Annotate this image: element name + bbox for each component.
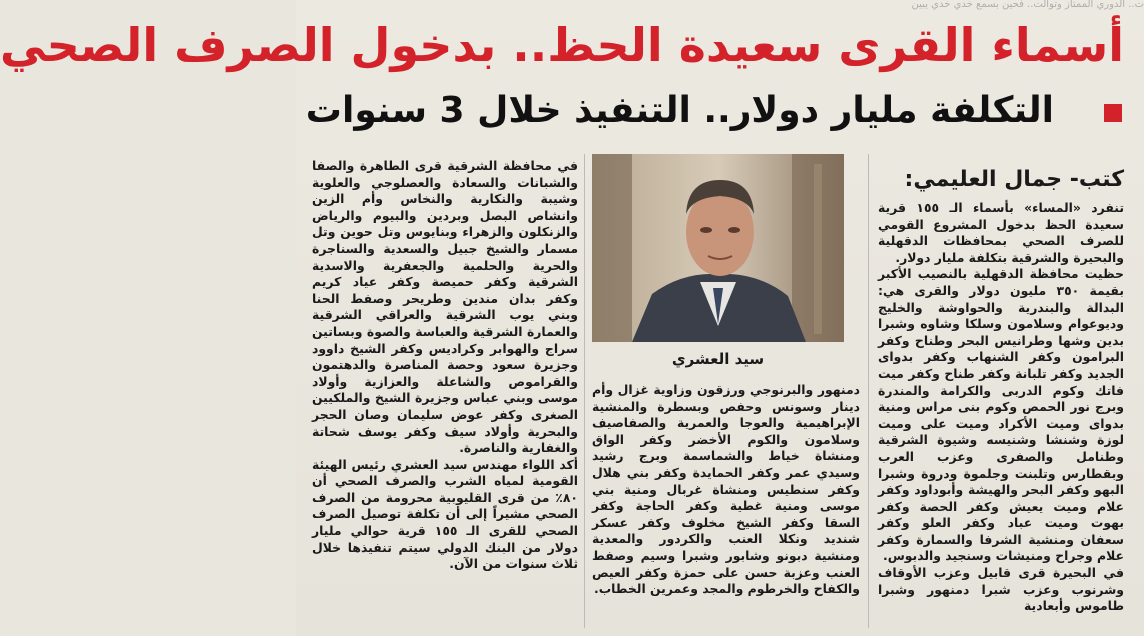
headline: أسماء القرى سعيدة الحظ.. بدخول الصرف الصحي: [0, 18, 1124, 72]
article-column-left: [312, 158, 578, 628]
column-divider: [868, 154, 869, 628]
portrait-photo: [592, 154, 844, 342]
article-column-middle: [592, 382, 860, 628]
paragraph: في البحيرة قرى قابيل وعزب الأوقاف وشرنوب وعزب شبرا دمنهور وشبرا طاموس وأبعادية: [878, 565, 1124, 614]
previous-article-fragment: ت.. الدوري الممتاز وتوالت.. فحين بسمع خدي خدي يبين: [911, 0, 1144, 10]
photo-caption: سيد العشري: [671, 350, 765, 368]
column-divider: [584, 154, 585, 628]
subheadline: التكلفة مليار دولار.. التنفيذ خلال 3 سنوات: [305, 90, 1054, 131]
paragraph: في محافظة الشرقية قرى الطاهرة والصفا والشبانات والسعادة والعصلوجي والعلوية وشيبة والنكارية والنخاس وأم الزين وانشاص البصل وبردين والبيوم والرياض والزنكلون والزهراء وبنايوس وتل حوين وتل مسمار والشيخ جبيل والسعدية والسناجرة والحرية والحلمية والجعفرية والاسدية الشرقية وكفر حميصة وكفر عياد كريم وكفر بدان مندين وطريحر وصفط الحنا وبني يوب الشرقية والعراقي الشرقية والعمارة الشرقية والعباسة والصوة وبساتين سراج والهوابر وكراديس وكفر الشيخ داوود وجزيرة سعود وحصة المناصرة والدهتمون والقراموص والشاعلة والعزازية وأولاد موسى وبني عباس وجزيرة الشيخ والملكيين الصغرى وكفر عوض سليمان وصان الحجر والبحرية وأولاد سيف وكفر يوسف شحاتة والغفارية والناصرة.: [312, 158, 578, 456]
byline: كتب- جمال العليمي:: [904, 167, 1124, 192]
article-column-right: [878, 200, 1124, 628]
portrait-image-icon: [592, 154, 844, 342]
paragraph: دمنهور والبرنوجي ورزقون وزاوية غزال وأم دينار وسونس وحفص وبسطرة والمنشية الإبراهيمية والعوجا والعمرية والصفاصيف وسلامون والكوم الأخضر وكفر الواق ومنشاة خياط والشماسمة وبرج رشيد وسيدي عمر وكفر الحمايدة وكفر بني هلال وكفر سنطيس ومنشاة غربال ومنية بني موسى ومنية غطية وكفر الحاجة وكفر السقا وكفر الشيخ مخلوف وكفر عسكر شنديد ونكلا العنب والكردور والمعدية ومنشية دبونو وشابور وشبرا وسيم وصفط العنب وعزبة حسن على حمزة وكفر العيص والكفاح والخرطوم والمجد وعمرين الخطاب.: [592, 382, 860, 597]
paragraph: تنفرد «المساء» بأسماء الـ ١٥٥ قرية سعيدة الحظ بدخول المشروع القومي للصرف الصحي بمحافظات الدقهلية والبحيرة والشرقية بتكلفة مليار دولار.: [878, 200, 1124, 265]
paragraph: أكد اللواء مهندس سيد العشري رئيس الهيئة القومية لمياه الشرب والصرف الصحي أن ٨٠٪ من قرى القليوبية محرومة من الصرف الصحي مشيراً إلى أن تكلفة توصيل الصرف الصحي للقرى الـ ١٥٥ قرية حوالي مليار دولار من البنك الدولي سيتم تنفيذها خلال ثلاث سنوات من الآن.: [312, 456, 578, 572]
red-bullet-icon: [1104, 104, 1122, 122]
paragraph: حظيت محافظة الدقهلية بالنصيب الأكبر بقيمة ٣٥٠ مليون دولار والقرى هي: البدالة والبندرية والحواوشة والخليج وديوعوام وسلامون وسلكا وشاوه وشبرا بدين وشها وطرانيس البحر وطناح وكفر البرامون وكفر الشنهاب وكفر بدواى الجديد وكفر تلبانة وكفر طناح وكفر ميت فاتك وكوم الدربى والكرامة والمندرة وبرج نور الحمص وكوم بنى مراس ومنية بدواى وميت الأكراد وميت على وميت لوزة وشنشا وشنيسه وشيوة الشرقية وطنامل والصفرى وعزب العرب وبقطارس وتلبنت وجلموة ودروة وشبرا البهو وكفر البحر والهيشة وأبوداود وكفر علام وميت يعيش وكفر الحصة وكفر بهوت وميت عباد وكفر العلو وكفر سعفان ومنشية الشرفا والسمارة وكفر علام وجراح ومنيشات وسنجيد والدبوس.: [878, 266, 1124, 564]
